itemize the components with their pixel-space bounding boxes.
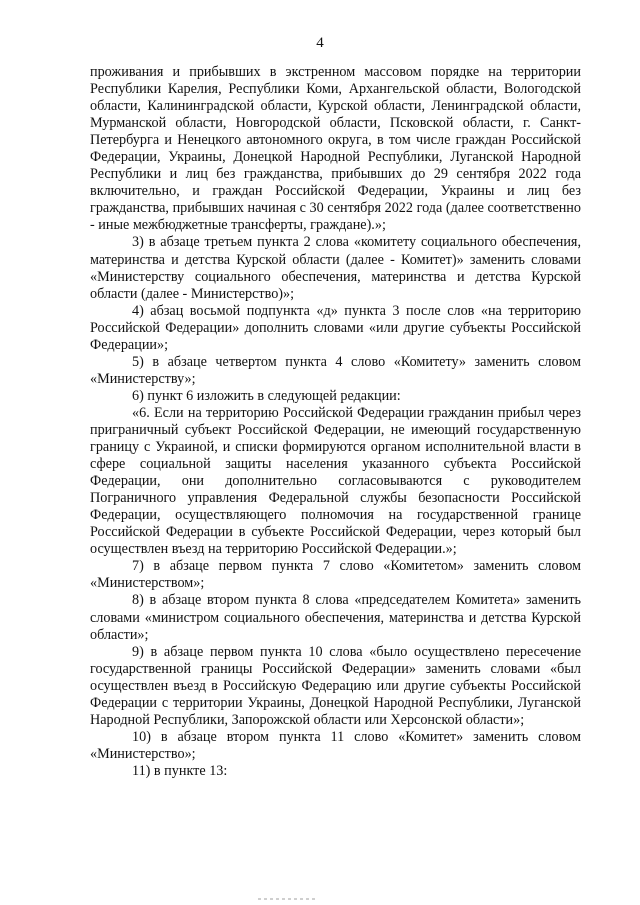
page-number: 4 <box>316 35 324 51</box>
paragraph-item-9: 9) в абзаце первом пункта 10 слова «было осуществлено пересечение государственной границы Российской Федерации» заменить словами «был осуществлен въезд в Российскую Федерацию или другие субъекты Российской Федерации с территории Украины, Донецкой Народной Республики, Луганской Народной Республики, Запорожской области или Херсонской области»; <box>90 643 581 728</box>
paragraph-item-4: 4) абзац восьмой подпункта «д» пункта 3 после слов «на территорию Российской Федерации» дополнить словами «или другие субъекты Российской Федерации»; <box>90 302 581 353</box>
paragraph-item-7: 7) в абзаце первом пункта 7 слово «Комитетом» заменить словом «Министерством»; <box>90 558 581 592</box>
scan-artifact <box>258 898 318 900</box>
paragraph-continuation: проживания и прибывших в экстренном массовом порядке на территории Республики Карелия, Республики Коми, Архангельской области, Вологодской области, Калининградской области, Курской области, Ленинградской области, Мурманской области, Новгородской области, Псковской области, г. Санкт-Петербурга и Ненецкого автономного округа, в том числе граждан Российской Федерации, Украины, Донецкой Народной Республики, Луганской Народной Республики и лиц без гражданства, прибывших до 29 сентября 2022 года включительно, и граждан Российской Федерации, Украины и лиц без гражданства, прибывших начиная с 30 сентября 2022 года (далее соответственно - иные межбюджетные трансферты, граждане).»; <box>90 64 581 234</box>
paragraph-item-8: 8) в абзаце втором пункта 8 слова «председателем Комитета» заменить словами «министром социального обеспечения, материнства и детства Курской области»; <box>90 592 581 643</box>
paragraph-item-6: 6) пункт 6 изложить в следующей редакции: <box>132 387 401 404</box>
paragraph-item-10: 10) в абзаце втором пункта 11 слово «Комитет» заменить словом «Министерство»; <box>90 728 581 762</box>
paragraph-item-5: 5) в абзаце четвертом пункта 4 слово «Комитету» заменить словом «Министерству»; <box>90 353 581 387</box>
paragraph-item-11: 11) в пункте 13: <box>132 762 228 779</box>
paragraph-item-3: 3) в абзаце третьем пункта 2 слова «комитету социального обеспечения, материнства и детства Курской области (далее - Комитет)» заменить словами «Министерству социального обеспечения, материнства и детства Курской области (далее - Министерство)»; <box>90 234 581 302</box>
paragraph-item-6-text: «6. Если на территорию Российской Федерации гражданин прибыл через приграничный субъект Российской Федерации, не имеющий государственную границу с Украиной, и списки формируются органом исполнительной власти в сфере социальной защиты населения указанного субъекта Российской Федерации, они дополнительно согласовываются с руководителем Пограничного управления Федеральной службы безопасности Российской Федерации, осуществляющего полномочия на государственной границе Российской Федерации в субъекте Российской Федерации, через который был осуществлен въезд на территорию Российской Федерации.»; <box>90 404 581 558</box>
document-body <box>90 64 581 780</box>
